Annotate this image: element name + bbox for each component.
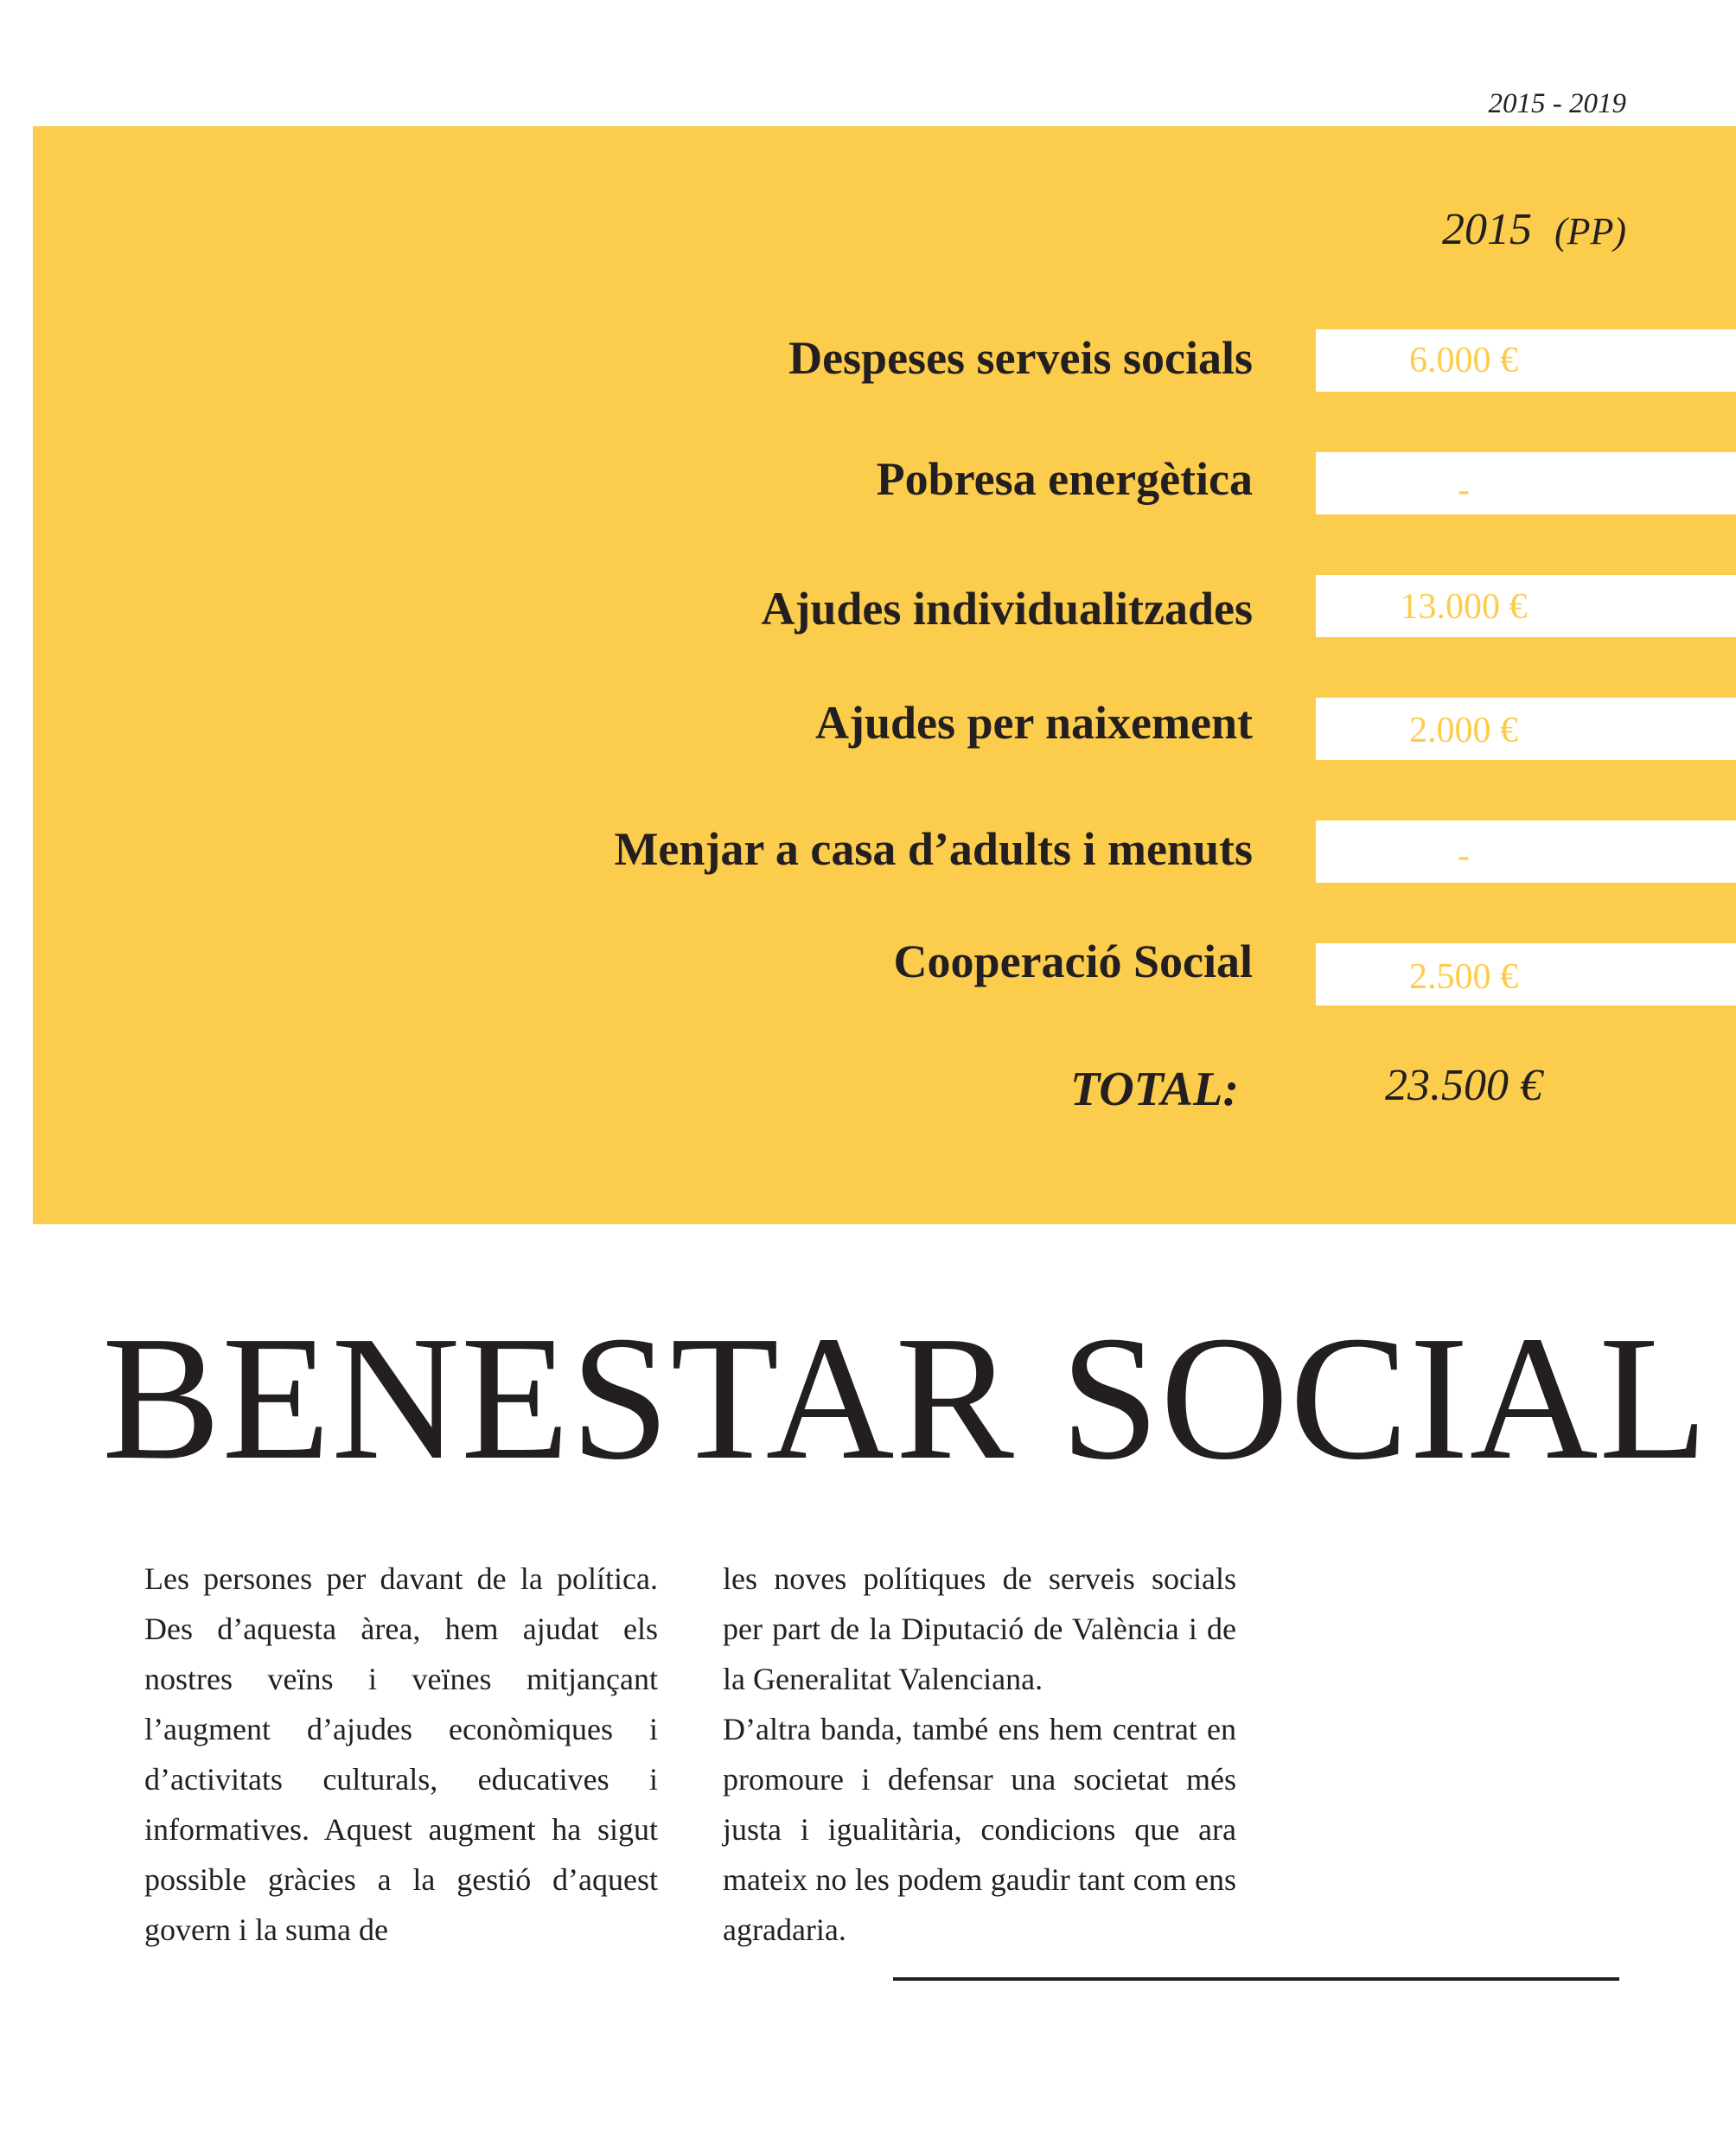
budget-year-header <box>1442 204 1626 266</box>
budget-year: 2015 <box>1441 205 1532 254</box>
budget-row-value: - <box>1458 836 1470 876</box>
budget-row-value: 2.000 € <box>1409 711 1518 750</box>
budget-total-label: TOTAL: <box>1070 1063 1239 1116</box>
budget-total-value: 23.500 € <box>1385 1061 1542 1110</box>
budget-row-label: Ajudes per naixement <box>815 697 1253 749</box>
budget-row-label: Ajudes individualitzades <box>761 583 1253 635</box>
budget-row-value: 2.500 € <box>1409 957 1518 997</box>
article-column-left <box>144 1554 658 1955</box>
budget-row-label: Menjar a casa d’adults i menuts <box>614 823 1253 875</box>
article-paragraph: Les persones per davant de la política. Des d’aquesta àrea, hem ajudat els nostres veïns i veïnes mitjançant l’augment d’ajudes econòmiques i d’activitats culturals, educatives i informatives. Aquest augment ha sigut possible gràcies a la gestió d’aquest govern i la suma de <box>144 1561 658 1947</box>
budget-row-label: Cooperació Social <box>893 935 1253 987</box>
article-paragraph: les noves polítiques de serveis socials per part de la Diputació de València i de la Generalitat Valenciana. <box>723 1561 1236 1696</box>
budget-row-value: - <box>1458 470 1470 510</box>
budget-party: (PP) <box>1554 210 1626 252</box>
budget-row-label: Pobresa energètica <box>876 453 1253 505</box>
budget-row-value: 13.000 € <box>1400 587 1528 627</box>
article-column-right <box>723 1554 1236 1955</box>
article-paragraph: D’altra banda, també ens hem centrat en promoure i defensar una societat més justa i igualitària, condicions que ara mateix no les podem gaudir tant com ens agradaria. <box>723 1712 1236 1947</box>
budget-row-value: 6.000 € <box>1409 341 1518 380</box>
page-title: BENESTAR SOCIAL <box>102 1299 1709 1497</box>
budget-row-label: Despeses serveis socials <box>788 332 1253 384</box>
period-label: 2015 - 2019 <box>1488 88 1626 119</box>
divider-rule <box>893 1977 1619 1981</box>
